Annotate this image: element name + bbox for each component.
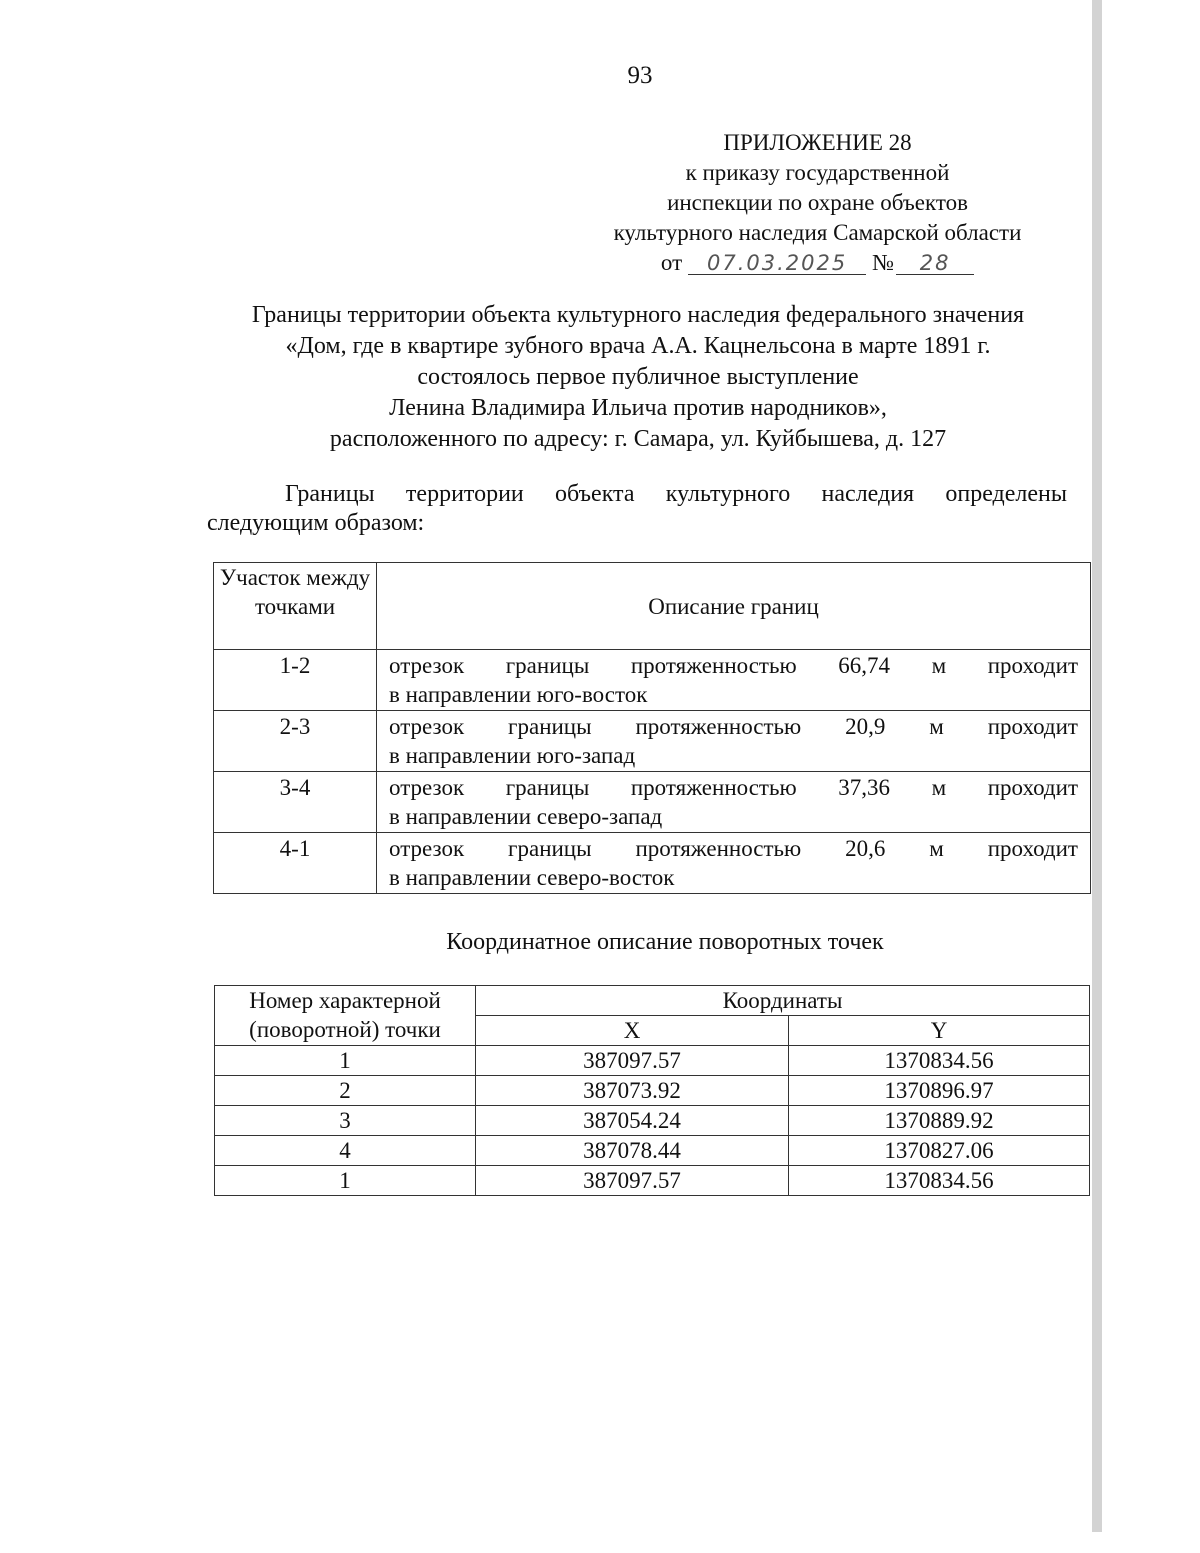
point-number: 2 xyxy=(215,1076,476,1106)
word: протяженностью xyxy=(630,653,797,678)
length-unit: м xyxy=(929,714,944,739)
word: протяженностью xyxy=(630,775,797,800)
description-line xyxy=(389,773,1078,802)
coord-y: 1370834.56 xyxy=(789,1166,1090,1196)
title-line: Ленина Владимира Ильича против народников», xyxy=(389,395,887,421)
description-cell xyxy=(377,650,1091,711)
title-line: состоялось первое публичное выступление xyxy=(417,364,859,390)
appendix-line: инспекции по охране объектов xyxy=(667,190,968,215)
description-line xyxy=(389,651,1078,680)
header-coordinates: Координаты xyxy=(476,986,1090,1016)
boundaries-table xyxy=(213,562,1091,894)
segment-length: 66,74 xyxy=(838,653,890,678)
segment-length: 20,9 xyxy=(845,714,886,739)
coord-x: 387097.57 xyxy=(476,1046,789,1076)
header-description: Описание границ xyxy=(377,563,1091,650)
word: границы xyxy=(505,653,590,678)
description-cell xyxy=(377,772,1091,833)
coord-x: 387097.57 xyxy=(476,1166,789,1196)
coordinates-subtitle: Координатное описание поворотных точек xyxy=(446,929,884,955)
number-prefix: № xyxy=(872,250,895,275)
segment-direction: в направлении северо-восток xyxy=(389,865,675,890)
table-row xyxy=(214,711,1091,772)
word: протяженностью xyxy=(635,836,802,861)
coord-y: 1370896.97 xyxy=(789,1076,1090,1106)
title-line: расположенного по адресу: г. Самара, ул. Куйбышева, д. 127 xyxy=(329,426,947,452)
word: границы xyxy=(508,714,592,739)
word: проходит xyxy=(987,653,1078,678)
coordinates-table xyxy=(214,985,1090,1196)
header-x: X xyxy=(476,1016,789,1046)
length-unit: м xyxy=(931,653,947,678)
intro-paragraph: Границы территории объекта культурного наследия определены следующим образом: xyxy=(207,481,1067,536)
order-date-number xyxy=(580,248,1055,278)
appendix-line: к приказу государственной xyxy=(685,160,950,185)
table-row xyxy=(215,1136,1090,1166)
point-number: 1 xyxy=(215,1046,476,1076)
title-line: «Дом, где в квартире зубного врача А.А. Кацнельсона в марте 1891 г. xyxy=(285,333,991,359)
point-number: 4 xyxy=(215,1136,476,1166)
table-row xyxy=(215,1076,1090,1106)
handwritten-date: 07.03.2025 xyxy=(688,252,866,275)
description-line xyxy=(389,834,1078,863)
page-number: 93 xyxy=(627,62,653,89)
header-point-number: Номер характерной (поворотной) точки xyxy=(215,986,476,1046)
length-unit: м xyxy=(931,775,947,800)
coord-y: 1370827.06 xyxy=(789,1136,1090,1166)
word: проходит xyxy=(987,775,1078,800)
point-number: 3 xyxy=(215,1106,476,1136)
title-line: Границы территории объекта культурного наследия федерального значения xyxy=(251,302,1025,328)
appendix-line: культурного наследия Самарской области xyxy=(613,220,1022,245)
segment-cell: 4-1 xyxy=(214,833,377,894)
table-header-row xyxy=(215,986,1090,1016)
header-segment: Участок между точками xyxy=(214,563,377,650)
page-edge-shadow xyxy=(1092,0,1102,1532)
document-title xyxy=(200,300,1076,455)
coord-x: 387073.92 xyxy=(476,1076,789,1106)
word: отрезок xyxy=(389,836,465,861)
description-cell xyxy=(377,833,1091,894)
segment-direction: в направлении северо-запад xyxy=(389,804,663,829)
coord-y: 1370834.56 xyxy=(789,1046,1090,1076)
point-number: 1 xyxy=(215,1166,476,1196)
word: отрезок xyxy=(389,653,465,678)
segment-cell: 1-2 xyxy=(214,650,377,711)
segment-direction: в направлении юго-восток xyxy=(389,682,648,707)
word: проходит xyxy=(987,714,1078,739)
coord-y: 1370889.92 xyxy=(789,1106,1090,1136)
word: проходит xyxy=(987,836,1078,861)
segment-length: 20,6 xyxy=(845,836,886,861)
appendix-header xyxy=(580,128,1055,278)
table-row xyxy=(214,650,1091,711)
appendix-title: ПРИЛОЖЕНИЕ 28 xyxy=(723,130,912,155)
table-row xyxy=(215,1166,1090,1196)
coord-x: 387054.24 xyxy=(476,1106,789,1136)
table-header-row xyxy=(214,563,1091,650)
word: границы xyxy=(505,775,590,800)
header-y: Y xyxy=(789,1016,1090,1046)
table-row xyxy=(215,1106,1090,1136)
word: границы xyxy=(508,836,592,861)
segment-direction: в направлении юго-запад xyxy=(389,743,636,768)
table-row xyxy=(214,833,1091,894)
description-line xyxy=(389,712,1078,741)
segment-length: 37,36 xyxy=(838,775,890,800)
word: отрезок xyxy=(389,714,465,739)
coord-x: 387078.44 xyxy=(476,1136,789,1166)
handwritten-number: 28 xyxy=(896,252,974,275)
word: отрезок xyxy=(389,775,465,800)
date-prefix: от xyxy=(660,250,683,275)
word: протяженностью xyxy=(635,714,802,739)
table-row xyxy=(214,772,1091,833)
length-unit: м xyxy=(929,836,944,861)
segment-cell: 3-4 xyxy=(214,772,377,833)
segment-cell: 2-3 xyxy=(214,711,377,772)
description-cell xyxy=(377,711,1091,772)
table-row xyxy=(215,1046,1090,1076)
